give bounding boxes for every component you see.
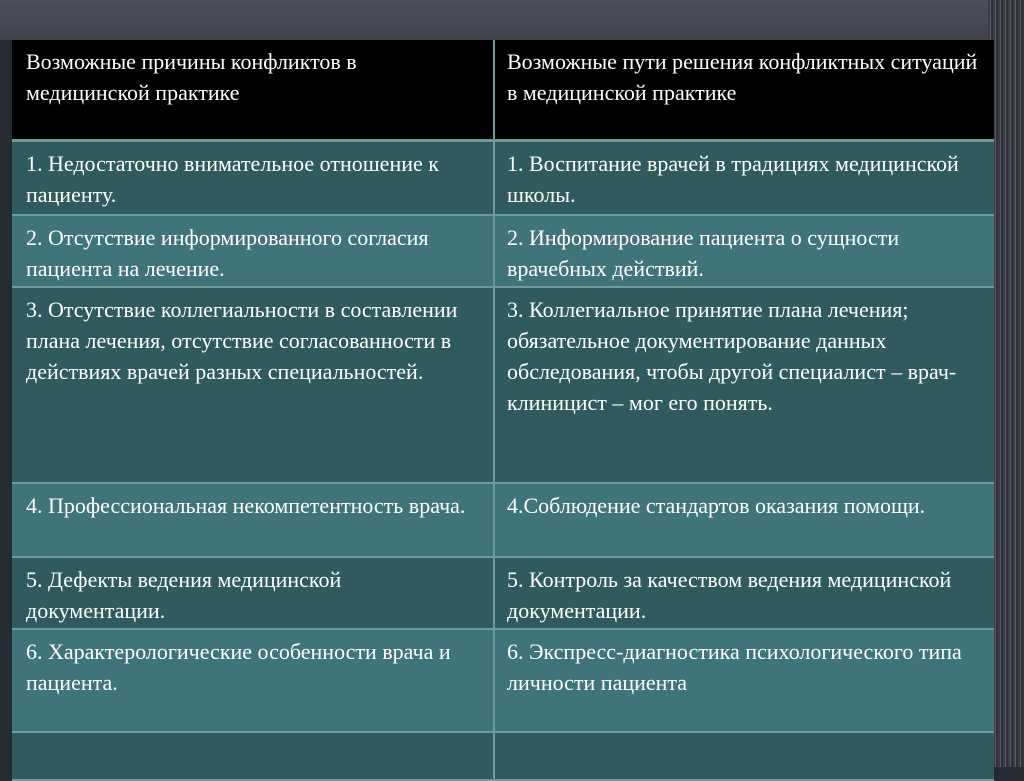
cause-cell [12,732,494,780]
table-header-row [12,40,994,141]
table-row [12,215,994,287]
cause-cell: 6. Характерологические особенности врача и пациента. [12,629,494,732]
solution-cell: 3. Коллегиальное принятие плана лечения; обязательное документирование данных обследования, чтобы другой специалист – врач-клиницист – мог его понять. [494,287,994,483]
cause-cell: 3. Отсутствие коллегиальности в составлении плана лечения, отсутствие согласованности в действиях врачей разных специальностей. [12,287,494,483]
solution-cell [494,732,994,780]
solution-cell: 6. Экспресс-диагностика психологического типа личности пациента [494,629,994,732]
solution-cell: 5. Контроль за качеством ведения медицинской документации. [494,557,994,629]
header-solutions: Возможные пути решения конфликтных ситуаций в медицинской практике [494,40,994,141]
table-row [12,732,994,780]
cause-cell: 4. Профессиональная некомпетентность врача. [12,483,494,557]
table-row [12,141,994,216]
slide-top-band [0,0,1024,40]
table-row [12,557,994,629]
table-row [12,483,994,557]
conflicts-table [12,40,994,781]
header-causes: Возможные причины конфликтов в медицинской практике [12,40,494,141]
cause-cell: 1. Недостаточно внимательное отношение к пациенту. [12,141,494,216]
solution-cell: 1. Воспитание врачей в традициях медицинской школы. [494,141,994,216]
table-row [12,629,994,732]
solution-cell: 2. Информирование пациента о сущности врачебных действий. [494,215,994,287]
solution-cell: 4.Соблюдение стандартов оказания помощи. [494,483,994,557]
cause-cell: 2. Отсутствие информированного согласия пациента на лечение. [12,215,494,287]
table-row [12,287,994,483]
slide [12,40,994,767]
cause-cell: 5. Дефекты ведения медицинской документации. [12,557,494,629]
